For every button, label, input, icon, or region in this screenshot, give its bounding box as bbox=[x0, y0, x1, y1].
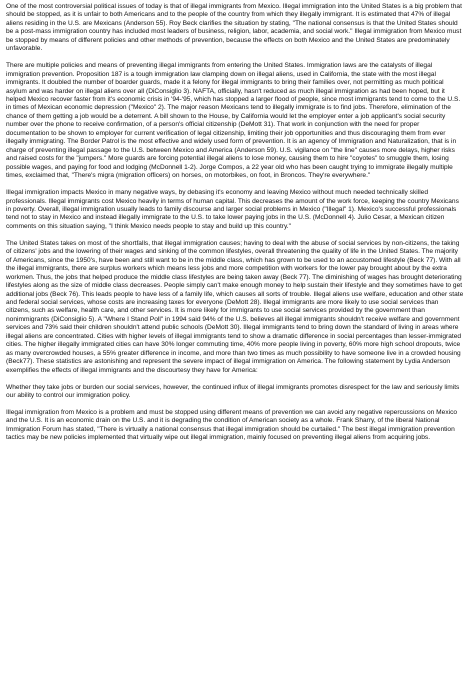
essay-page bbox=[6, 3, 464, 443]
paragraph-intro: One of the most controversial political issues of today is that of illegal immigrants from Mexico. Illegal immigration into the United States is a big problem that should be stopped, as it is unfair to both Americans and to the people of the country from which they illegally immigrant. It is estimated that 47% of illegal aliens residing in the U.S. are Mexicans (Anderson 55). Roy Beck clarifies the situation by stating, "The national consensus is that the United States should be a post-mass immigration country has included most leaders of business, religion, labor, academia, and social work." Illegal immigration from Mexico must be stopped by means of different policies and other methods of prevention, because the effects on both Mexico and the United States are predominately unfavorable. bbox=[6, 3, 462, 53]
paragraph-impact-on-us: The United States takes on most of the shortfalls, that illegal immigration causes; having to deal with the abuse of social services by non-citizens, the taking of citizens' jobs and the lowering of their wages and sinking of the common lifestyles, overall threatening the quality of life in the United States. The majority of Americans, since the 1950's, have been and still want to be in the middle class, which has grown to be used to an accustomed lifestyle (Beck 77). With all the illegal immigrants, there are surplus workers which means less jobs and more competition with workers for the lower pay brought about by the extra workmen. Thus, the jobs that helped produce the middle class lifestyles are being taken away (Beck 77). The diminishing of wages has brought deteriorating lifestyles along as the size of middle class decreases. People simply can't make enough money to help sustain their lifestyle and they sometimes have to get additional jobs (Beck 76). This leads people to have less of a family life, which causes all sorts of trouble. Illegal aliens use welfare, education and other state and federal social services, whose costs are increasing taxes for everyone (DeMott 28). Illegal immigrants are more likely to use social services than citizens, such as welfare, health care, and other services. It is more likely for immigrants to use social services provided by the government than nonimmigrants (DiConsiglio 5). A "Where I Stand Poll" in 1994 said 94% of the U.S. believes all illegal immigrants shouldn't receive welfare and government services and 73% said their children shouldn't attend public schools (DeMott 30). Illegal immigrants tend to bring down the standard of living in areas where illegal aliens are concentrated. Cities with higher levels of illegal immigrants tend to show a dramatic difference in social percentages than lesser-immigrated cities. The higher illegally immigrated cities can have 30% longer commuting time, 40% more people living in poverty, 60% more high school dropouts, twice as many overcrowded houses, a 55% greater difference in income, and more than two times as much possibility to have someone live in a crowded housing (Beck77). These statistics are astonishing and represent the severe impact of illegal immigration on America. The following statement by Lydia Anderson exemplifies the effects of illegal immigrants and the discourtesy they have for America: bbox=[6, 239, 464, 374]
paragraph-prevention-policies: There are multiple policies and means of preventing illegal immigrants from entering the United States. Immigration laws are the catalysts of illegal immigration prevention. Proposition 187 is a tough immigration law clamping down on illegal aliens, used in California, the state with the most illegal immigrants. It doubled the number of boarder guards, made it a felony for illegal immigrants to bring their families over, not permitting as much political asylum and was harder on illegal aliens over all (DiConsiglio 3). NAFTA, officially, hasn't reduced as much illegal immigration as had been hoped, but it helped Mexico recover faster from it's economic crisis in '94-'95, which has stopped a larger flood of people, since most immigrants tend to come to the U.S. in times of Mexican economic depression ("Mexico" 2). The major reason Mexicans tend to illegally immigrate is to find jobs. Therefore, elimination of the chance of them getting a job would be a deterrent. A bill shown to the House, by California would let the employer enter a job applicant's social security number over the phone to receive confirmation, of a person's official citizenship (DeMott 31). That work in conjunction with the need for proper documentation to be shown to employer for current verification of legal citizenship, limiting their job opportunities and thus discouraging them from ever illegally immigrating. The Border Patrol is the most effective and widely used form of prevention. It is an agency of Immigration and Naturalization, that is in charge of preventing illegal passage to the U.S. between Mexico and America (Anderson 59). U.S. vigilance on "the line" causes more delays, higher risks and raised costs for the "jumpers." More guards are forcing potential illegal aliens to lose money, causing them to hire "coyotes" to smuggle them, losing possible wages, and paying for food and lodging (McDonnell 1-2). Jorge Compos, a 22 year old who has been caught trying to immigrate illegally multiple times, exclaimed that, "There's migra (migration officers) on horses, on motorbikes, on foot, in Broncos. They're everywhere." bbox=[6, 62, 461, 180]
paragraph-conclusion: Illegal immigration from Mexico is a problem and must be stopped using different means of prevention we can avoid any negative repercussions on Mexico and the U.S. It is an economic drain on the U.S. and it is degrading the condition of American society as a whole. Frank Sharry, of the liberal National Immigration Forum has stated, "There is virtually a national consensus that illegal immigration should be curtailed." The best illegal immigration prevention tactics may be new policies implemented that virtually wipe out illegal immigration, mainly focused on preventing illegal aliens from acquiring jobs. bbox=[6, 408, 458, 442]
paragraph-quote: Whether they take jobs or burden our social services, however, the continued influx of illegal immigrants promotes disrespect for the law and seriously limits our ability to control our immigration policy. bbox=[6, 383, 460, 400]
paragraph-impact-on-mexico: Illegal immigration impacts Mexico in many negative ways, by debasing it's economy and leaving Mexico without much needed technically skilled professionals. Illegal immigrants cost Mexico heavily in terms of human capital. This decreases the amount of the work force, keeping the country Mexicans in poverty. Overall, illegal immigration usually leads to family discourse and larger social problems in Mexico ("Illegal" 1). Mexico's successful professionals tend not to stay in Mexico and instead illegally immigrate to the U.S. to take lower paying jobs in the U.S. (McDonnell 4). Julio Cesar, a Mexican citizen comments on this situation saying, "I think Mexico needs people to stay and build up this country." bbox=[6, 189, 459, 230]
